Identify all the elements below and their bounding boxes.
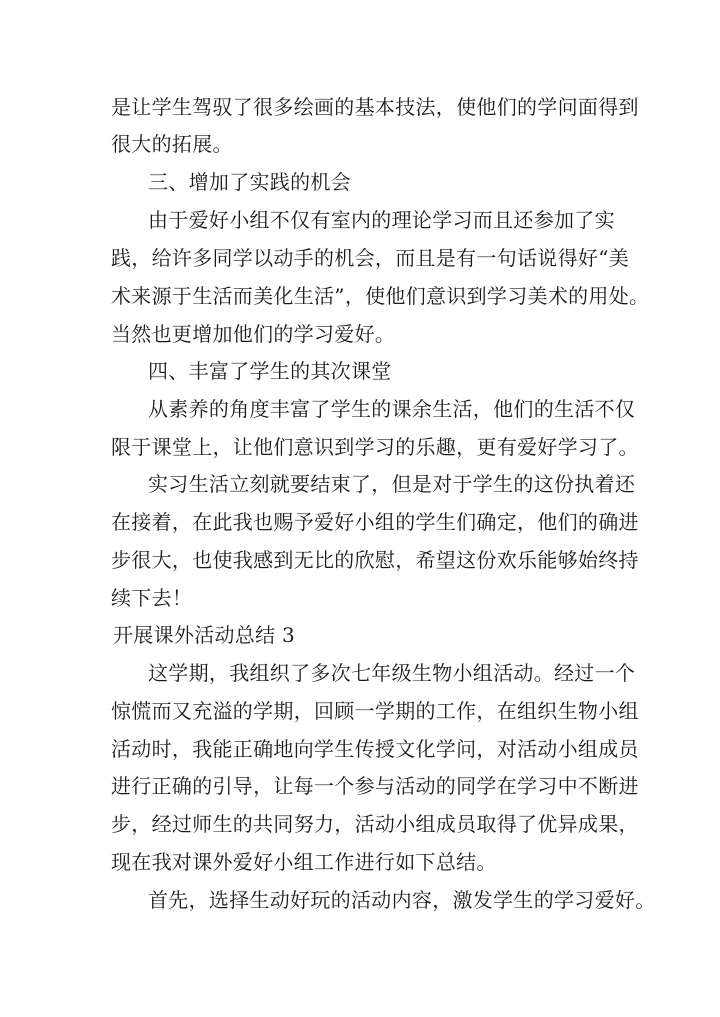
paragraph-line: 进行正确的引导，让每一个参与活动的同学在学习中不断进 [111,774,639,798]
paragraph-line: 术来源于生活而美化生活”，使他们意识到学习美术的用处。 [111,284,650,308]
paragraph-line: 当然也更增加他们的学习爱好。 [111,322,396,346]
paragraph-line: 从素养的角度丰富了学生的课余生活，他们的生活不仅 [148,397,636,421]
paragraph-line: 由于爱好小组不仅有室内的理论学习而且还参加了实 [148,208,615,232]
paragraph-line: 实习生活立刻就要结束了，但是对于学生的这份执着还 [148,472,636,496]
paragraph-line: 惊慌而又充溢的学期，回顾一学期的工作，在组织生物小组 [111,699,639,723]
paragraph-line: 步，经过师生的共同努力，活动小组成员取得了优异成果， [111,812,639,836]
paragraph-line: 步很大，也使我感到无比的欣慰，希望这份欢乐能够始终持 [111,548,639,572]
paragraph-line: 续下去！ [111,586,193,610]
paragraph-line: 在接着，在此我也赐予爱好小组的学生们确定，他们的确进 [111,510,639,534]
paragraph-line: 这学期，我组织了多次七年级生物小组活动。经过一个 [148,661,636,685]
paragraph-line: 限于课堂上，让他们意识到学习的乐趣，更有爱好学习了。 [111,435,639,459]
paragraph-line: 很大的拓展。 [111,132,233,156]
paragraph-line: 现在我对课外爱好小组工作进行如下总结。 [111,850,497,874]
section-heading: 三、增加了实践的机会 [148,170,351,194]
section-title: 开展课外活动总结 3 [113,623,296,647]
paragraph-line: 践，给许多同学以动手的机会，而且是有一句话说得好“美 [111,246,630,270]
paragraph-line: 活动时，我能正确地向学生传授文化学问，对活动小组成员 [111,737,639,761]
paragraph-line: 是让学生驾驭了很多绘画的基本技法，使他们的学问面得到 [111,95,639,119]
paragraph-line: 首先，选择生动好玩的活动内容，激发学生的学习爱好。 [148,888,656,912]
section-heading: 四、丰富了学生的其次课堂 [148,359,392,383]
